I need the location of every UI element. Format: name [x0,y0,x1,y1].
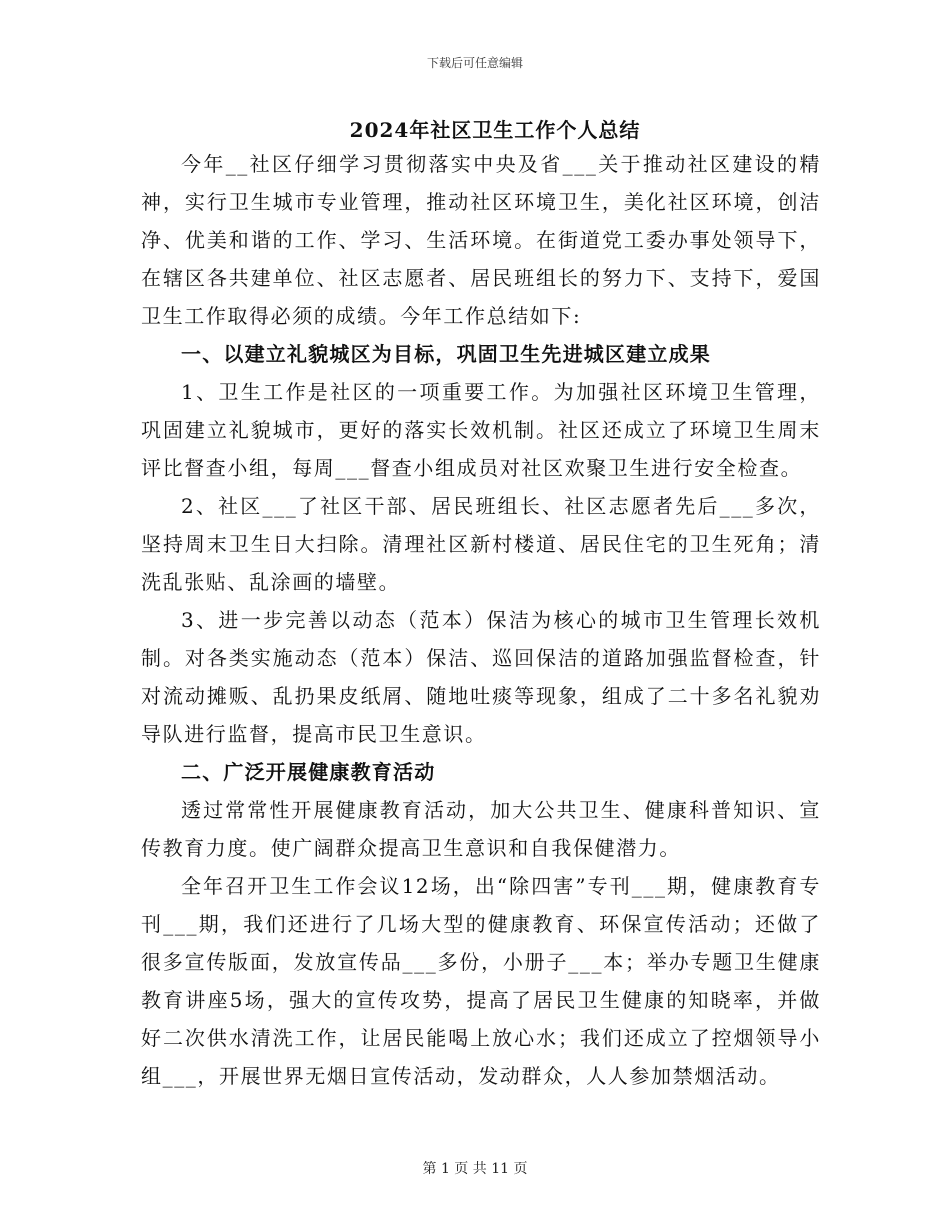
document-title: 2024年社区卫生工作个人总结 [349,118,641,142]
body-paragraph: 全年召开卫生工作会议12场，出“除四害”专刊___期，健康教育专刊___期，我们还进行了几场大型的健康教育、环保宣传活动；还做了很多宣传版面，发放宣传品___多份，小册子___本；举办专题卫生健康教育讲座5场，强大的宣传攻势，提高了居民卫生健康的知晓率，并做好二次供水清洗工作，让居民能喝上放心水；我们还成立了控烟领导小组___，开展世界无烟日宣传活动，发动群众，人人参加禁烟活动。 [141,874,821,1088]
page-footer: 第 1 页 共 11 页 [422,1161,528,1177]
body-paragraph: 1、卫生工作是社区的一项重要工作。为加强社区环境卫生管理，巩固建立礼貌城市，更好的落实长效机制。社区还成立了环境卫生周末评比督查小组，每周___督查小组成员对社区欢聚卫生进行安全检查。 [141,380,821,480]
body-paragraph: 3、进一步完善以动态（范本）保洁为核心的城市卫生管理长效机制。对各类实施动态（范本）保洁、巡回保洁的道路加强监督检查，针对流动摊贩、乱扔果皮纸屑、随地吐痰等现象，组成了二十多名礼貌劝导队进行监督，提高市民卫生意识。 [141,608,821,746]
section-heading-2: 二、广泛开展健康教育活动 [181,760,436,784]
header-note: 下载后可任意编辑 [426,56,523,70]
body-paragraph: 2、社区___了社区干部、居民班组长、社区志愿者先后___多次，坚持周末卫生日大扫除。清理社区新村楼道、居民住宅的卫生死角；清洗乱张贴、乱涂画的墙壁。 [141,494,821,594]
body-paragraph: 透过常常性开展健康教育活动，加大公共卫生、健康科普知识、宣传教育力度。使广阔群众提高卫生意识和自我保健潜力。 [141,798,821,860]
section-heading-1: 一、以建立礼貌城区为目标，巩固卫生先进城区建立成果 [181,342,711,366]
intro-paragraph: 今年__社区仔细学习贯彻落实中央及省___关于推动社区建设的精神，实行卫生城市专业管理，推动社区环境卫生，美化社区环境，创洁净、优美和谐的工作、学习、生活环境。在街道党工委办事处领导下，在辖区各共建单位、社区志愿者、居民班组长的努力下、支持下，爱国卫生工作取得必须的成绩。今年工作总结如下: [141,152,821,328]
document-body [141,145,821,1095]
